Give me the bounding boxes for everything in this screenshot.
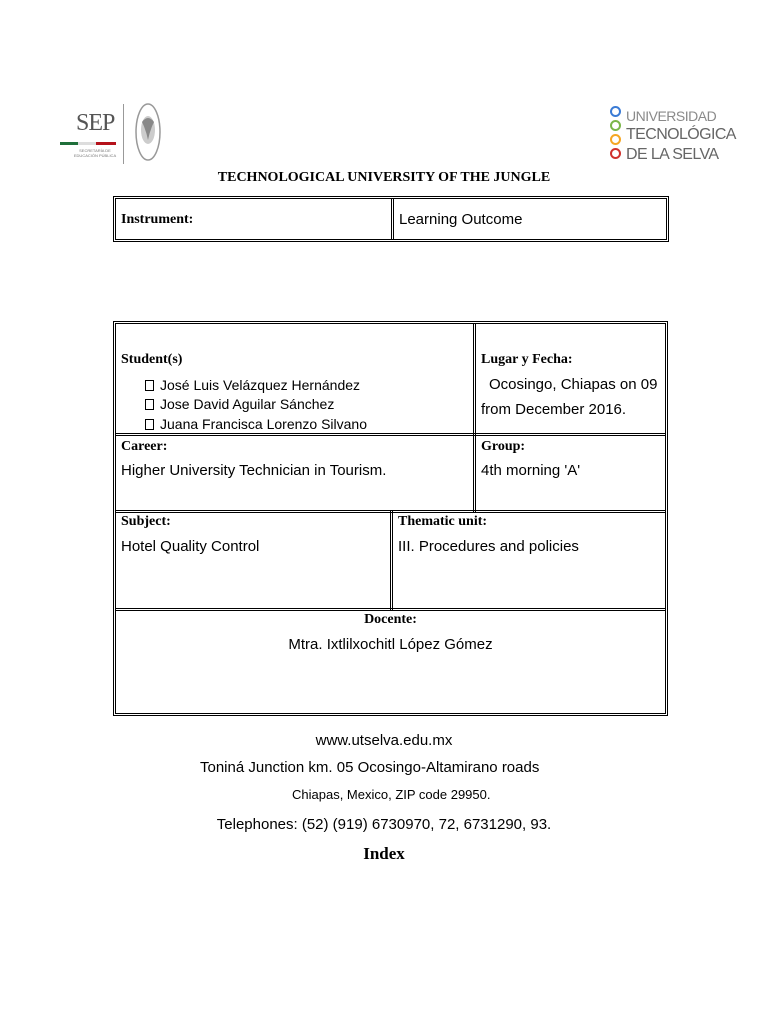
thematic-unit-label: Thematic unit: [398, 514, 488, 529]
logo-dot-blue [610, 106, 621, 117]
instrument-table [113, 196, 669, 242]
group-label: Group: [481, 439, 526, 454]
footer-city: Chiapas, Mexico, ZIP code 29950. [292, 787, 491, 802]
student-item [145, 377, 360, 393]
place-date-label: Lugar y Fecha: [481, 352, 573, 367]
career-label: Career: [121, 439, 168, 454]
mexico-seal-icon [134, 100, 162, 164]
index-heading: Index [363, 844, 405, 863]
group-value: 4th morning 'A' [481, 462, 581, 479]
students-label: Student(s) [121, 352, 183, 367]
sep-logo [58, 96, 170, 172]
subject-value: Hotel Quality Control [121, 538, 260, 555]
university-logo [608, 104, 736, 168]
instrument-label: Instrument: [121, 212, 194, 227]
col-divider-top [473, 324, 476, 513]
sep-logo-subtitle: SECRETARÍA DE EDUCACIÓN PÚBLICA [73, 148, 117, 158]
place-date-line2: from December 2016. [481, 401, 627, 418]
col-divider-subject [390, 511, 393, 611]
sep-flag-green [60, 142, 78, 145]
student-item [145, 396, 334, 412]
logo-dot-orange [610, 134, 621, 145]
sep-divider [123, 104, 124, 164]
career-value: Higher University Technician in Tourism. [121, 462, 387, 479]
student-item [145, 416, 367, 432]
place-date-line1: Ocosingo, Chiapas on 09 [489, 376, 658, 393]
subject-label: Subject: [121, 514, 171, 529]
bullet-icon [145, 419, 154, 430]
student-name: José Luis Velázquez Hernández [160, 377, 361, 393]
bullet-icon [145, 399, 154, 410]
document-title: TECHNOLOGICAL UNIVERSITY OF THE JUNGLE [217, 170, 551, 185]
footer-phones: Telephones: (52) (919) 6730970, 72, 6731290, 93. [216, 816, 552, 833]
instrument-value: Learning Outcome [399, 211, 523, 228]
instrument-divider [391, 199, 394, 239]
sep-logo-text: SEP [76, 110, 115, 136]
university-logo-line3: DE LA SELVA [626, 146, 719, 163]
footer-address: Toniná Junction km. 05 Ocosingo-Altamirano roads [200, 759, 540, 776]
row-divider-1 [116, 433, 665, 436]
student-name: Jose David Aguilar Sánchez [160, 396, 335, 412]
docente-value: Mtra. Ixtlilxochitl López Gómez [288, 636, 493, 653]
logo-dot-red [610, 148, 621, 159]
student-name: Juana Francisca Lorenzo Silvano [160, 416, 368, 432]
university-logo-line2: TECNOLÓGICA [626, 126, 736, 143]
sep-flag-red [96, 142, 116, 145]
footer-website: www.utselva.edu.mx [315, 732, 453, 749]
university-logo-line1: UNIVERSIDAD [626, 108, 717, 124]
thematic-unit-value: III. Procedures and policies [398, 538, 579, 555]
sep-flag-white [78, 142, 96, 145]
info-table [113, 321, 668, 716]
bullet-icon [145, 380, 154, 391]
docente-label: Docente: [364, 612, 417, 627]
logo-dot-green [610, 120, 621, 131]
